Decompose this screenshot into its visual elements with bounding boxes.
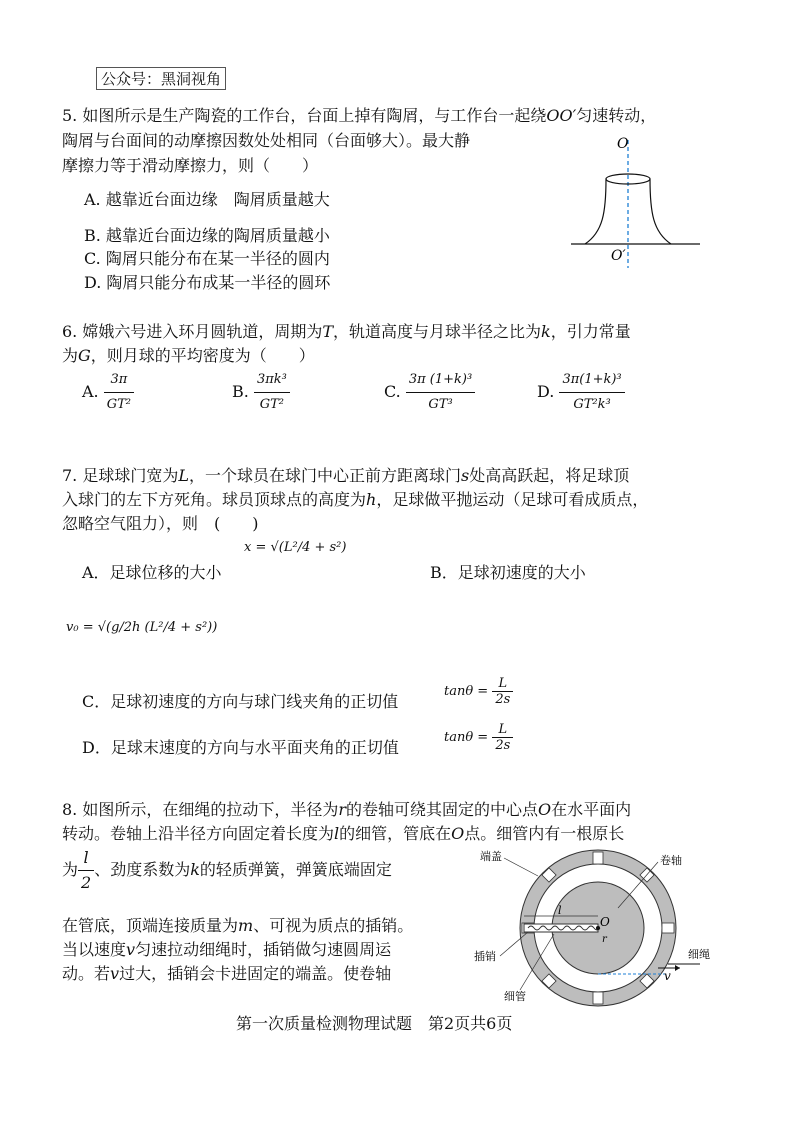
q6-b-fraction (254, 368, 290, 417)
q8-text-j: 在管底，顶端连接质量为 (62, 916, 239, 935)
stand-right (650, 179, 671, 244)
q8-var-v: v (126, 940, 136, 959)
q8-text-c: 在水平面内 (551, 800, 632, 819)
q6-option-a[interactable] (82, 368, 134, 417)
q8-line5 (62, 938, 391, 962)
q7-a-text: A．足球位移的大小 (82, 563, 222, 582)
q7-b-formula: v₀ = √(g/2h (L²/4 + s²)) (66, 620, 218, 635)
q8-text-h: 、劲度系数为 (94, 860, 191, 879)
q8-line2 (62, 822, 624, 846)
axis-label-top: O (617, 136, 629, 152)
leader-endcap (504, 858, 538, 876)
q6-text-b: ，轨道高度与月球半径之比为 (333, 322, 542, 341)
q6-c-num: 3π (1+k)³ (406, 368, 475, 393)
q8-var-l: l (334, 824, 340, 843)
q7-a-formula: x = √(L²/4 + s²) (244, 540, 347, 555)
q6-a-label: A. (82, 382, 99, 401)
q6-text-d: 为 (62, 346, 79, 365)
q5-option-c[interactable]: C. 陶屑只能分布在某一半径的圆内 (84, 249, 330, 268)
q6-option-d[interactable] (537, 368, 625, 417)
q7-c-lhs: tanθ = (444, 684, 489, 699)
q6-d-label: D. (537, 382, 555, 401)
q7-c-text: C．足球初速度的方向与球门线夹角的正切值 (82, 692, 399, 711)
label-rope: 细绳 (688, 948, 710, 961)
q6-b-num: 3πk³ (254, 368, 290, 393)
q6-a-num: 3π (104, 368, 134, 393)
q7-option-a[interactable] (82, 561, 222, 585)
q6-d-fraction (559, 368, 624, 417)
q6-c-den: GT³ (428, 397, 453, 412)
q6-var-k: k (541, 322, 551, 341)
q5-option-d[interactable]: D. 陶屑只能分布成某一半径的圆环 (84, 273, 331, 292)
q7-d-text: D．足球末速度的方向与水平面夹角的正切值 (82, 738, 399, 757)
q6-c-fraction (406, 368, 475, 417)
label-v: v (664, 969, 671, 983)
q6-option-b[interactable] (232, 368, 290, 417)
q7-c-fraction (492, 676, 513, 707)
q5-option-a[interactable]: A. 越靠近台面边缘 陶屑质量越大 (84, 190, 330, 209)
q7-text-e: ，足球做平抛运动（足球可看成质点， (376, 490, 649, 509)
q6-d-den: GT²k³ (573, 397, 611, 412)
label-pin: 插销 (474, 950, 496, 963)
q8-text-f: 点。细管内有一根原长 (464, 824, 625, 843)
q5-line1 (62, 104, 656, 128)
label-endcap: 端盖 (480, 850, 502, 863)
q8-var-k: k (190, 860, 200, 879)
stand-left (585, 179, 606, 244)
q8-text-i: 的轻质弹簧，弹簧底端固定 (199, 860, 392, 879)
q8-text: 8. 如图所示，在细绳的拉动下，半径为 (62, 800, 339, 819)
q5-text-b: 匀速转动， (576, 106, 657, 125)
q7-option-d[interactable] (82, 736, 399, 760)
q6-text: 6. 嫦娥六号进入环月圆轨道，周期为 (62, 322, 323, 341)
q8-line1 (62, 798, 631, 822)
q7-d-num: L (492, 722, 513, 738)
q8-frac-den: 2 (81, 873, 92, 892)
label-r: r (602, 934, 607, 945)
q8-var-r: r (338, 800, 347, 819)
q7-text-c: 处高高跃起，将足球顶 (469, 466, 630, 485)
q5-option-b[interactable]: B. 越靠近台面边缘的陶屑质量越小 (84, 226, 330, 245)
q7-d-den: 2s (495, 738, 511, 753)
q7-d-lhs: tanθ = (444, 730, 489, 745)
q8-text-o: 过大，插销会卡进固定的端盖。使卷轴 (119, 964, 392, 983)
q8-text-m: 匀速拉动细绳时，插销做匀速圆周运 (135, 940, 392, 959)
q5-axis: OO′ (546, 106, 577, 125)
q7-line3: 忽略空气阻力），则 ( ) (62, 514, 259, 533)
q6-c-label: C. (384, 382, 401, 401)
q8-text-b: 的卷轴可绕其固定的中心点 (346, 800, 539, 819)
q7-line2 (62, 488, 648, 512)
q7-option-b[interactable]: B．足球初速度的大小 (430, 563, 586, 582)
q8-text-g: 为 (62, 860, 79, 879)
q8-text-d: 转动。卷轴上沿半径方向固定着长度为 (62, 824, 335, 843)
q8-fraction (78, 846, 94, 895)
q7-text-d: 入球门的左下方死角。球员顶球点的高度为 (62, 490, 367, 509)
q6-text-e: ，则月球的平均密度为（ ） (90, 346, 315, 365)
q8-var-o2: O (451, 824, 465, 843)
q6-b-den: GT² (259, 397, 285, 412)
q7-var-l: L (178, 466, 189, 485)
q8-text-e: 的细管，管底在 (339, 824, 452, 843)
tube (524, 924, 598, 932)
q8-text-l: 当以速度 (62, 940, 127, 959)
label-tube: 细管 (504, 990, 526, 1003)
q6-a-fraction (104, 368, 134, 417)
q8-line6 (62, 962, 391, 986)
q8-text-k: 、可视为质点的插销。 (253, 916, 414, 935)
page-footer: 第一次质量检测物理试题 第2页共6页 (236, 1014, 513, 1033)
q6-line2 (62, 344, 315, 368)
q6-var-g: G (78, 346, 91, 365)
q6-option-c[interactable] (384, 368, 475, 417)
turntable-figure (565, 132, 705, 272)
q6-var-t: T (322, 322, 334, 341)
q6-line1 (62, 320, 631, 344)
q7-c-formula (444, 676, 513, 707)
q8-var-o: O (538, 800, 552, 819)
q7-text-b: ，一个球员在球门中心正前方距离球门 (188, 466, 461, 485)
watermark: 公众号：黑洞视角 (96, 67, 226, 90)
q6-d-num: 3π(1+k)³ (559, 368, 624, 393)
q7-option-c[interactable] (82, 690, 398, 714)
q7-c-den: 2s (495, 692, 511, 707)
q6-text-c: ，引力常量 (550, 322, 631, 341)
q8-text-n: 动。若 (62, 964, 111, 983)
q5-line2: 陶屑与台面间的动摩擦因数处处相同（台面够大）。最大静 (62, 131, 471, 150)
q6-a-den: GT² (106, 397, 132, 412)
q7-line1 (62, 464, 629, 488)
reel-figure (468, 848, 730, 1010)
velocity-arrow-head (675, 965, 680, 971)
q8-var-m: m (238, 916, 254, 935)
q7-var-h: h (366, 490, 377, 509)
q7-var-s: s (461, 466, 470, 485)
q7-d-fraction (492, 722, 513, 753)
label-l: l (558, 904, 562, 917)
label-o: O (600, 915, 610, 929)
q8-line3 (62, 846, 392, 895)
q5-text: 5. 如图所示是生产陶瓷的工作台，台面上掉有陶屑，与工作台一起绕 (62, 106, 547, 125)
q5-line3: 摩擦力等于滑动摩擦力，则（ ） (62, 156, 319, 175)
q8-var-v2: v (110, 964, 120, 983)
q8-line4 (62, 914, 413, 938)
axis-label-bottom: O′ (611, 248, 626, 264)
q8-frac-num: l (78, 846, 94, 871)
label-reel: 卷轴 (660, 854, 682, 867)
q6-b-label: B. (232, 382, 249, 401)
q7-d-formula (444, 722, 513, 753)
q7-text: 7. 足球球门宽为 (62, 466, 179, 485)
q7-c-num: L (492, 676, 513, 692)
